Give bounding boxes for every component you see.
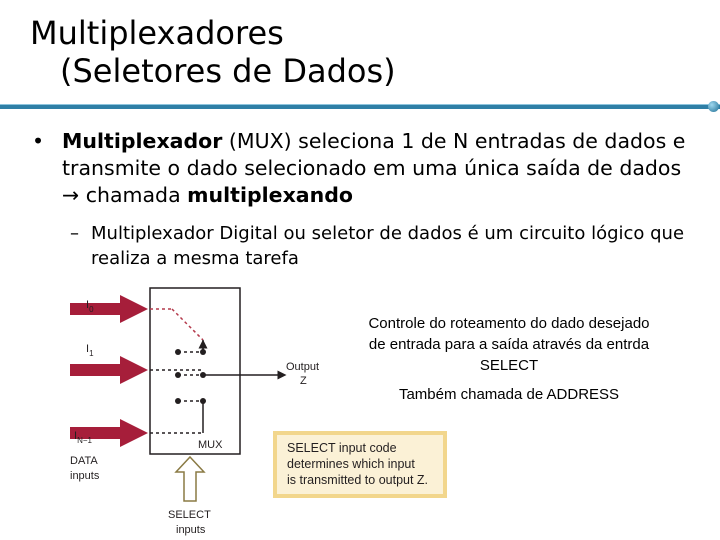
- output-label: Output: [286, 361, 320, 373]
- input-label-n: $I_{N-1}$: [74, 430, 92, 445]
- mux-box: [150, 288, 240, 454]
- title-line-2: (Seletores de Dados): [60, 52, 396, 90]
- bullet-dot-icon: •: [32, 129, 45, 153]
- divider-knob-icon: [708, 101, 719, 112]
- svg-text:SELECT input code: SELECT input code: [287, 441, 397, 455]
- select-arrow: [176, 457, 204, 501]
- mux-label: MUX: [198, 439, 223, 451]
- slide-title: [30, 14, 396, 90]
- bullet-bold-end: multiplexando: [187, 183, 353, 207]
- dash-marker-icon: –: [70, 223, 79, 244]
- select-label: SELECT: [168, 509, 211, 521]
- bullet-text-2: chamada: [79, 183, 188, 207]
- address-note: Também chamada de ADDRESS: [398, 386, 620, 403]
- bullet-sub: [70, 221, 700, 271]
- input-arrow-1: [70, 356, 148, 384]
- input-arrow-0: [70, 295, 148, 323]
- select-label-2: inputs: [176, 524, 206, 536]
- svg-text:determines which input: determines which input: [287, 457, 415, 471]
- title-line-1: Multiplexadores: [30, 14, 284, 52]
- select-callout: [275, 433, 445, 496]
- data-label: DATA: [70, 455, 98, 467]
- control-note: Controle do roteamento do dado desejado de entrada para a saída através da entrda SELECT: [368, 315, 650, 374]
- input-label-0: $I_0$: [86, 299, 94, 314]
- bullet-text-1: (MUX) seleciona 1 de N entradas de dados e transmite o dado selecionado em uma única saída de dados: [62, 129, 686, 180]
- input-label-1: $I_1$: [86, 343, 94, 358]
- right-arrow-icon: →: [62, 183, 80, 207]
- data-label-2: inputs: [70, 470, 100, 482]
- output-label-z: Z: [300, 375, 307, 387]
- title-divider: [0, 101, 720, 112]
- bullet-main: [32, 128, 702, 209]
- bullet-sub-text: Multiplexador Digital ou seletor de dados é um circuito lógico que realiza a mesma tarefa: [91, 223, 685, 269]
- bullet-bold-term: Multiplexador: [62, 129, 223, 153]
- svg-text:is transmitted to output Z.: is transmitted to output Z.: [287, 473, 429, 487]
